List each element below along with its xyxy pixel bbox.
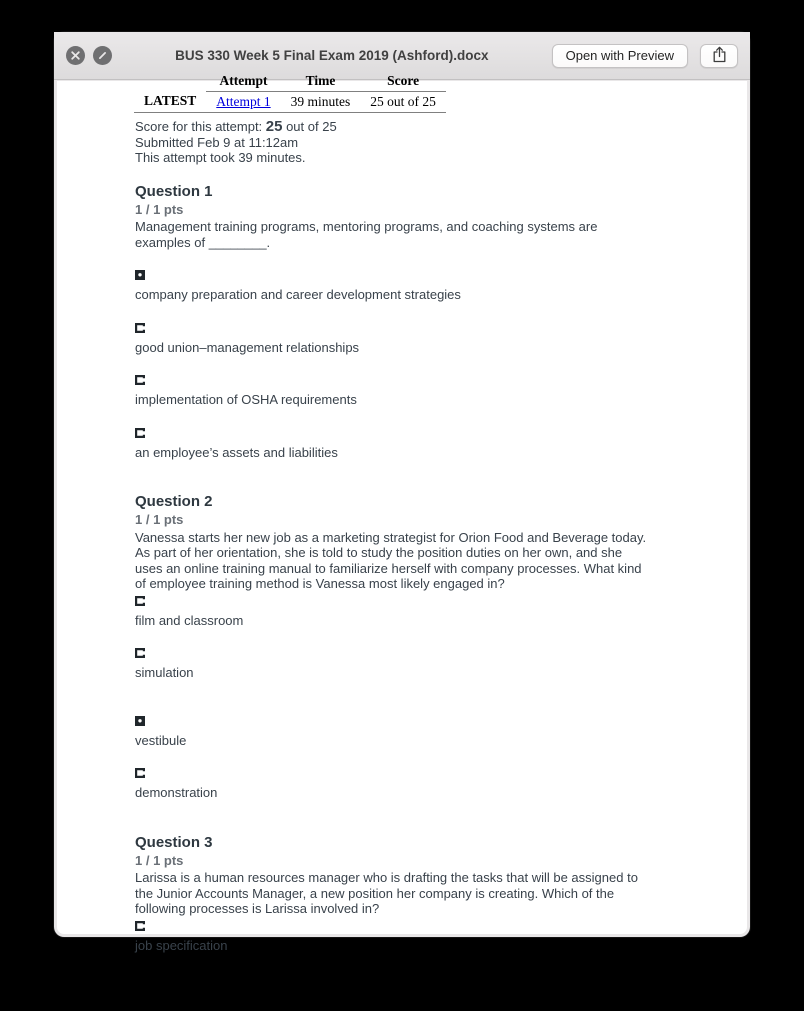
window-controls bbox=[66, 46, 112, 65]
close-button[interactable] bbox=[66, 46, 85, 65]
open-with-preview-button[interactable]: Open with Preview bbox=[552, 44, 688, 68]
score-line bbox=[135, 119, 647, 135]
answer-option bbox=[135, 921, 647, 954]
broken-image-placeholder-icon bbox=[135, 596, 145, 606]
answer-label: good union–management relationships bbox=[135, 339, 360, 355]
question-points: 1 / 1 pts bbox=[135, 852, 184, 868]
answer-option bbox=[135, 428, 647, 461]
close-icon bbox=[71, 51, 80, 60]
answer-label: company preparation and career development strategies bbox=[135, 287, 461, 302]
broken-image-placeholder-icon bbox=[135, 648, 145, 658]
questions-list bbox=[135, 183, 647, 954]
answer-label: job specification bbox=[135, 937, 228, 953]
broken-image-placeholder-icon bbox=[135, 768, 145, 778]
question-block bbox=[135, 493, 647, 801]
broken-image-placeholder-icon bbox=[135, 428, 145, 438]
broken-image-placeholder-icon bbox=[135, 375, 145, 385]
window-title: BUS 330 Week 5 Final Exam 2019 (Ashford).docx bbox=[175, 48, 489, 63]
titlebar-actions bbox=[552, 44, 738, 68]
selected-radio-placeholder-icon bbox=[135, 270, 145, 280]
minimize-disabled-button[interactable] bbox=[93, 46, 112, 65]
question-text: Vanessa starts her new job as a marketing strategist for Orion Food and Beverage today. As part of her orientation, she is told to study the position duties on her own, and she uses an online training manual to familiarize herself with company processes. What kind of employee training method is Vanessa most likely engaged in? bbox=[135, 529, 647, 591]
answer-option bbox=[135, 596, 647, 629]
duration-line: This attempt took 39 minutes. bbox=[135, 150, 306, 165]
score-line-prefix: Score for this attempt: bbox=[135, 119, 266, 134]
attempt-summary bbox=[135, 119, 647, 166]
attempt-time-cell: 39 minutes bbox=[281, 91, 361, 113]
share-icon bbox=[712, 46, 727, 66]
question-block bbox=[135, 834, 647, 954]
answer-option bbox=[135, 768, 647, 801]
broken-image-placeholder-icon bbox=[135, 921, 145, 931]
attempt-history-table bbox=[134, 72, 446, 113]
circle-slash-icon bbox=[98, 51, 107, 60]
answer-option bbox=[135, 648, 647, 681]
attempt-row-label: LATEST bbox=[134, 91, 206, 113]
quicklook-window bbox=[54, 32, 750, 953]
attempt-table-header-score: Score bbox=[360, 72, 446, 91]
submitted-line: Submitted Feb 9 at 11:12am bbox=[135, 134, 299, 150]
answer-label: demonstration bbox=[135, 785, 218, 800]
question-title: Question 2 bbox=[135, 493, 213, 510]
answer-label: implementation of OSHA requirements bbox=[135, 392, 357, 407]
share-button[interactable] bbox=[700, 44, 738, 68]
question-points: 1 / 1 pts bbox=[135, 201, 184, 217]
question-points: 1 / 1 pts bbox=[135, 512, 184, 527]
broken-image-placeholder-icon bbox=[135, 323, 145, 333]
answer-option bbox=[135, 323, 647, 356]
question-title: Question 1 bbox=[135, 182, 213, 200]
question-title: Question 3 bbox=[135, 833, 213, 851]
question-text: Management training programs, mentoring programs, and coaching systems are examples of ________. bbox=[135, 219, 598, 250]
document-page bbox=[135, 72, 647, 953]
score-line-suffix: out of 25 bbox=[282, 119, 337, 134]
attempt-table-header-attempt: Attempt bbox=[206, 72, 280, 91]
attempt-1-link[interactable]: Attempt 1 bbox=[216, 93, 271, 109]
answer-label: an employee’s assets and liabilities bbox=[135, 444, 338, 460]
answer-option bbox=[135, 716, 647, 749]
answer-option bbox=[135, 270, 647, 303]
question-text: Larissa is a human resources manager who is drafting the tasks that will be assigned to the Junior Accounts Manager, a new position her company is creating. Which of the following processes is Larissa involved in? bbox=[135, 870, 638, 916]
answer-label: film and classroom bbox=[135, 612, 244, 628]
attempt-table-header-time: Time bbox=[281, 72, 361, 91]
score-value: 25 bbox=[265, 118, 283, 135]
answer-label: simulation bbox=[135, 665, 194, 680]
attempt-table-row bbox=[134, 91, 446, 113]
document-preview[interactable] bbox=[57, 73, 747, 953]
question-block bbox=[135, 183, 647, 461]
answer-label: vestibule bbox=[135, 732, 187, 748]
attempt-score-cell: 25 out of 25 bbox=[360, 91, 446, 113]
selected-radio-placeholder-icon bbox=[135, 716, 145, 726]
answer-option bbox=[135, 375, 647, 408]
attempt-table-corner-cell bbox=[134, 72, 206, 91]
attempt-table-header-row bbox=[134, 72, 446, 91]
